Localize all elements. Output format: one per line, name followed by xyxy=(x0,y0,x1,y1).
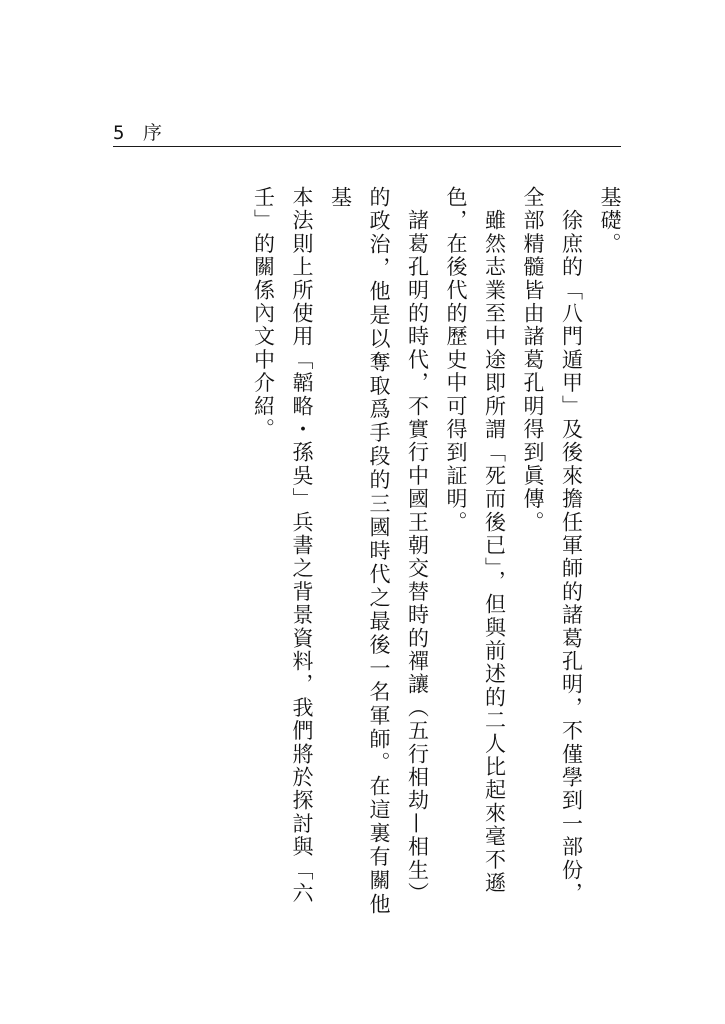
text-line: 本法則上所使用「韜略・孫吳」兵書之背景資料，我們將於探討與「六 xyxy=(290,186,314,906)
text-line: 壬」的關係內文中介紹。 xyxy=(251,186,276,442)
section-title: 序 xyxy=(143,122,165,144)
text-line: 色，在後代的歷史中可得到証明。 xyxy=(444,186,468,534)
text-line: 諸葛孔明的時代，不實行中國王朝交替時的禪讓（五行相劫—相生） xyxy=(405,186,430,906)
text-line: 全部精髓皆由諸葛孔明得到眞傳。 xyxy=(521,186,545,534)
page-number: 5 xyxy=(113,122,125,144)
text-line: 的政治，他是以奪取爲手段的三國時代之最後一名軍師。在這裏有關他基 xyxy=(328,186,391,916)
header-rule xyxy=(113,146,621,147)
text-line: 雖然志業至中途即所謂「死而後已」，但與前述的二人比起來毫不遜 xyxy=(482,186,507,895)
text-line: 徐庶的「八門遁甲」及後來擔任軍師的諸葛孔明，不僅學到一部份， xyxy=(559,186,584,906)
page-header xyxy=(113,118,164,145)
body-text xyxy=(244,186,629,916)
text-line: 基礎。 xyxy=(598,186,622,256)
